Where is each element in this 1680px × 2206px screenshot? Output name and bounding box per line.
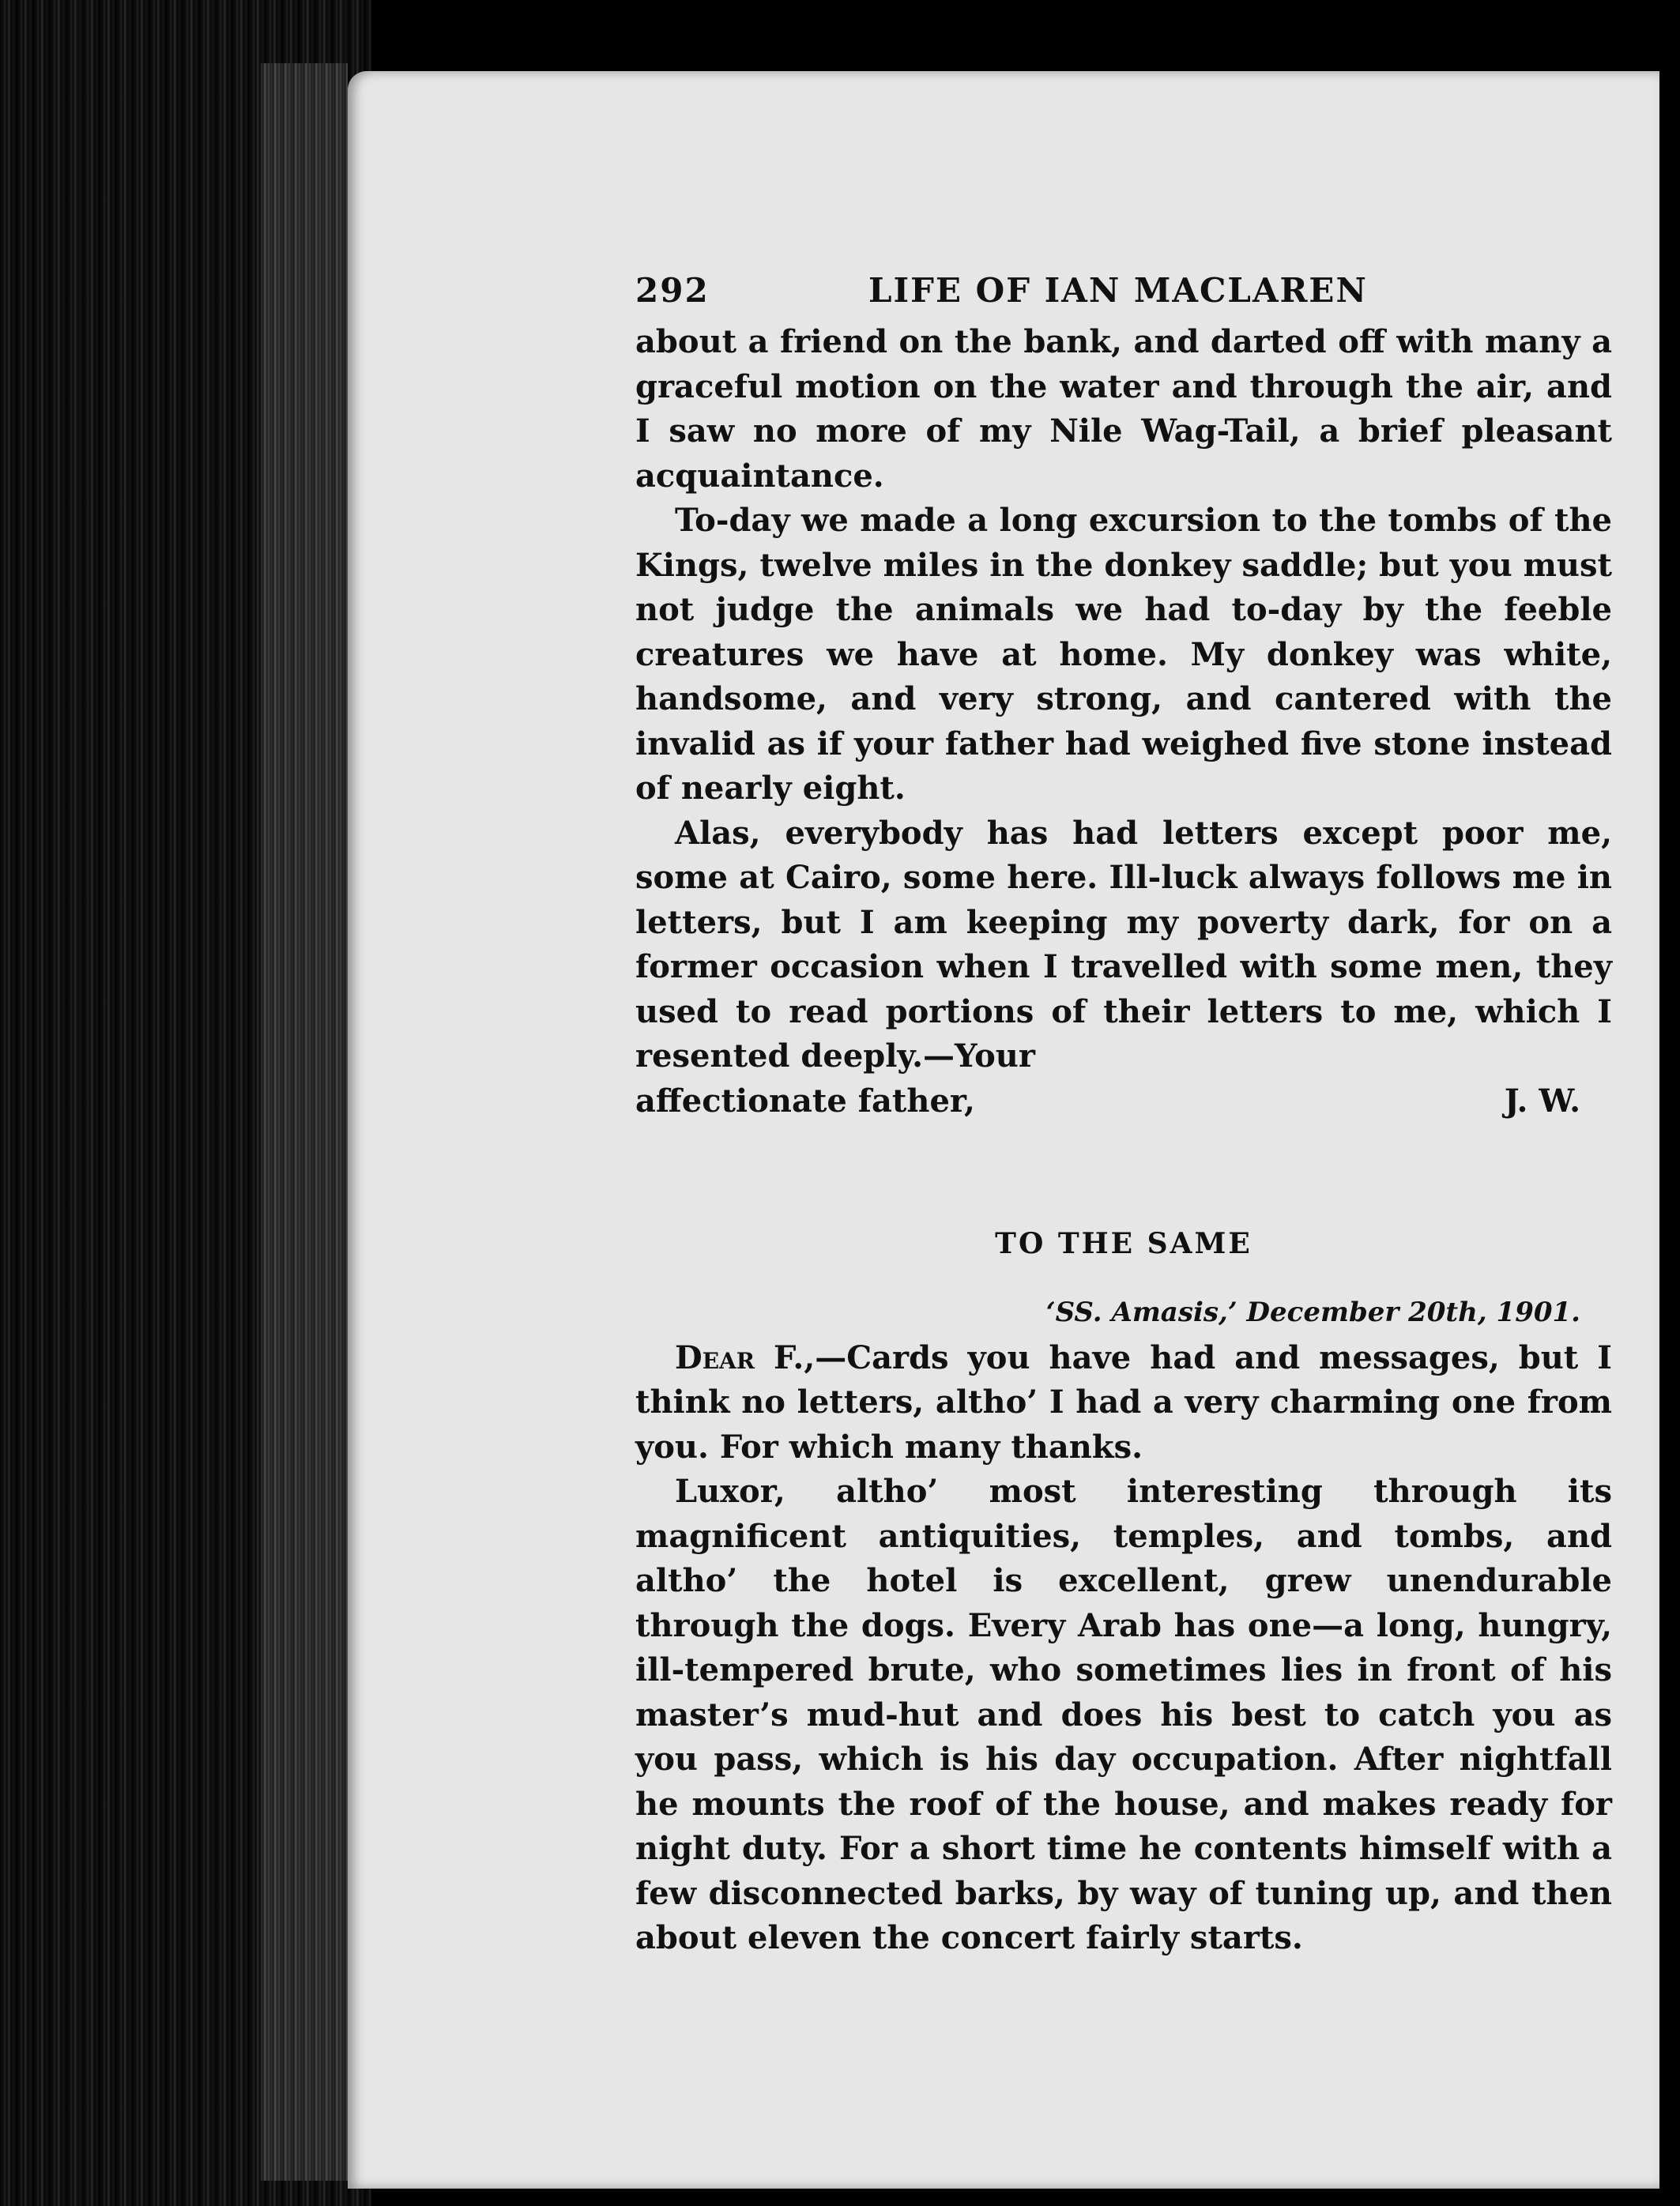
paragraph: Luxor, altho’ most interesting through its magnificent antiquities, temples, and tombs, and altho’ the hotel is excellent, grew unendurable through the dogs. Every Arab has one—a long, hungry, ill-tempered brute, who sometimes lies in front of his master’s mud-hut and does his best to catch you as you pass, which is his day occupation. After nightfall he mounts the roof of the house, and makes ready for night duty. For a short time he contents himself with a few disconnected barks, by way of tuning up, and then about eleven the concert fairly starts. <box>635 1473 1612 1956</box>
running-head-title: LIFE OF IAN MACLAREN <box>868 271 1368 310</box>
paragraph: about a friend on the bank, and darted off with many a graceful motion on the water and through the air, and I saw no more of my Nile Wag-Tail, a brief pleasant acquaintance. <box>635 323 1612 495</box>
paragraph <box>635 1336 1612 1470</box>
paragraph: Alas, everybody has had letters except poor me, some at Cairo, some here. Ill-luck always follows me in letters, but I am keeping my poverty dark, for on a former occasion when I travelled with some men, they used to read portions of their letters to me, which I resented deeply.—Your <box>635 814 1612 1075</box>
page-text <box>635 265 1612 1961</box>
letter-salutation: Dear F., <box>675 1338 816 1376</box>
paragraph-text: —Cards you have had and messages, but I think no letters, altho’ I had a very charming one from you. For which many thanks. <box>635 1338 1612 1466</box>
page-edges <box>261 63 348 2181</box>
letter-initials: J. W. <box>1504 1082 1580 1120</box>
letter-closing: affectionate father, <box>635 1082 975 1120</box>
paragraph: To-day we made a long excursion to the tombs of the Kings, twelve miles in the donkey saddle; but you must not judge the animals we had to-day by the feeble creatures we have at home. My donkey was white, handsome, and very strong, and cantered with the invalid as if your father had weighed five stone instead of nearly eight. <box>635 502 1612 807</box>
letter-dateline: ‘SS. Amasis,’ December 20th, 1901. <box>1045 1296 1580 1328</box>
page-number: 292 <box>635 271 710 310</box>
running-head <box>635 265 1612 320</box>
letter-signoff <box>635 1079 1612 1124</box>
section-heading: TO THE SAME <box>995 1226 1252 1260</box>
